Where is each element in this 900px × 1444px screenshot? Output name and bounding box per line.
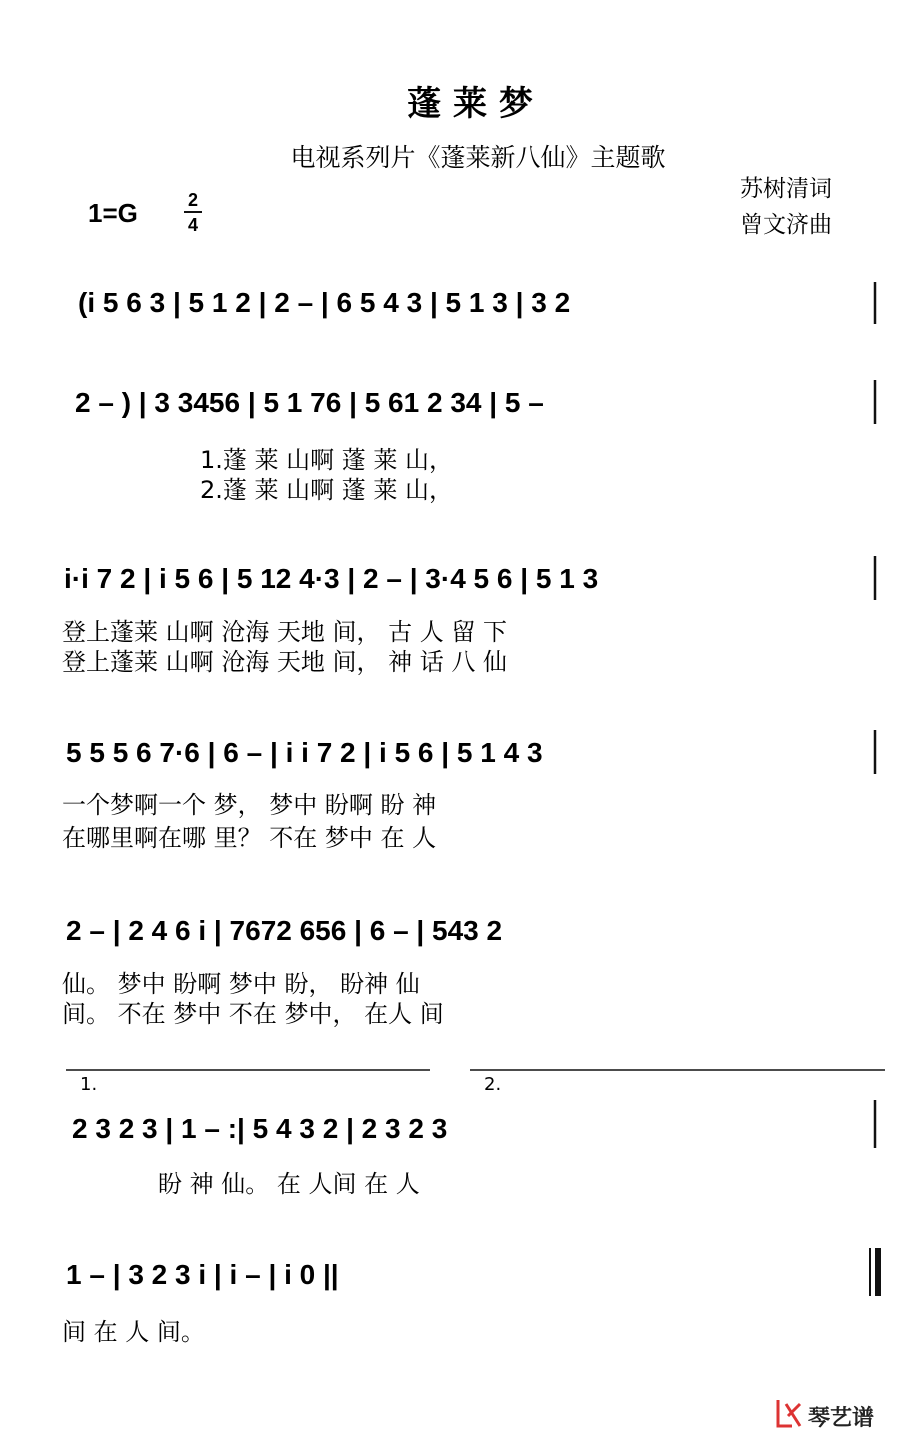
- lyrics-line-4-verse-1: 一个梦啊一个 梦， 梦中 盼啊 盼 神: [62, 791, 437, 819]
- lyrics-line-5-verse-2: 间。 不在 梦中 不在 梦中， 在人 间: [62, 1000, 444, 1028]
- line-6: [66, 1070, 885, 1198]
- lyrics-line-3-verse-2: 登上蓬莱 山啊 沧海 天地 间， 神 话 八 仙: [62, 648, 508, 676]
- notes-line-3: i·i 7 2 | i 5 6 | 5 12 4·3 | 2 – | 3·4 5 6 | 5 1 3: [64, 563, 599, 594]
- line-2: [75, 380, 875, 504]
- time-signature-numerator: 2: [187, 190, 199, 210]
- logo-text: 琴艺谱: [808, 1406, 875, 1431]
- notes-line-7: 1 – | 3 2 3 i | i – | i 0 ||: [66, 1259, 339, 1290]
- publisher-logo: [778, 1400, 874, 1431]
- notes-line-6: 2 3 2 3 | 1 – :| 5 4 3 2 | 2 3 2 3: [72, 1113, 448, 1144]
- line-5: [62, 915, 502, 1028]
- lyricist-credit: 苏树清词: [740, 176, 832, 202]
- subtitle: 电视系列片《蓬莱新八仙》主题歌: [290, 143, 666, 172]
- time-signature-denominator: 4: [187, 215, 199, 235]
- lyrics-line-4-verse-2: 在哪里啊在哪 里？ 不在 梦中 在 人: [62, 824, 437, 852]
- line-7: [62, 1248, 878, 1346]
- lyrics-line-3-verse-1: 登上蓬莱 山啊 沧海 天地 间， 古 人 留 下: [62, 618, 508, 646]
- header-block: [88, 84, 832, 238]
- line-4: [62, 730, 875, 852]
- composer-credit: 曾文济曲: [740, 212, 832, 238]
- notes-line-4: 5 5 5 6 7·6 | 6 – | i i 7 2 | i 5 6 | 5 1 4 3: [66, 737, 543, 768]
- key-signature: 1=G: [88, 198, 138, 228]
- lyrics-line-7: 间 在 人 间。: [62, 1318, 205, 1346]
- line-3: [62, 556, 875, 676]
- lyrics-line-2-verse-2: 2.蓬 莱 山啊 蓬 莱 山，: [200, 476, 454, 504]
- notes-line-2: 2 – ) | 3 3456 | 5 1 76 | 5 61 2 34 | 5 –: [75, 387, 544, 418]
- volta-1-label: 1.: [80, 1074, 98, 1095]
- page-title: 蓬 莱 梦: [407, 84, 533, 124]
- notes-line-5: 2 – | 2 4 6 i | 7672 656 | 6 – | 543 2: [66, 915, 503, 946]
- lyrics-line-6: 盼 神 仙。 在 人间 在 人: [158, 1170, 420, 1198]
- volta-2-label: 2.: [484, 1074, 502, 1095]
- lyrics-line-2-verse-1: 1.蓬 莱 山啊 蓬 莱 山，: [200, 446, 454, 474]
- logo-mark-icon: [778, 1400, 800, 1426]
- notes-line-1: (i 5 6 3 | 5 1 2 | 2 – | 6 5 4 3 | 5 1 3 | 3 2: [78, 287, 571, 318]
- line-1: [78, 282, 875, 324]
- lyrics-line-5-verse-1: 仙。 梦中 盼啊 梦中 盼， 盼神 仙: [62, 970, 420, 998]
